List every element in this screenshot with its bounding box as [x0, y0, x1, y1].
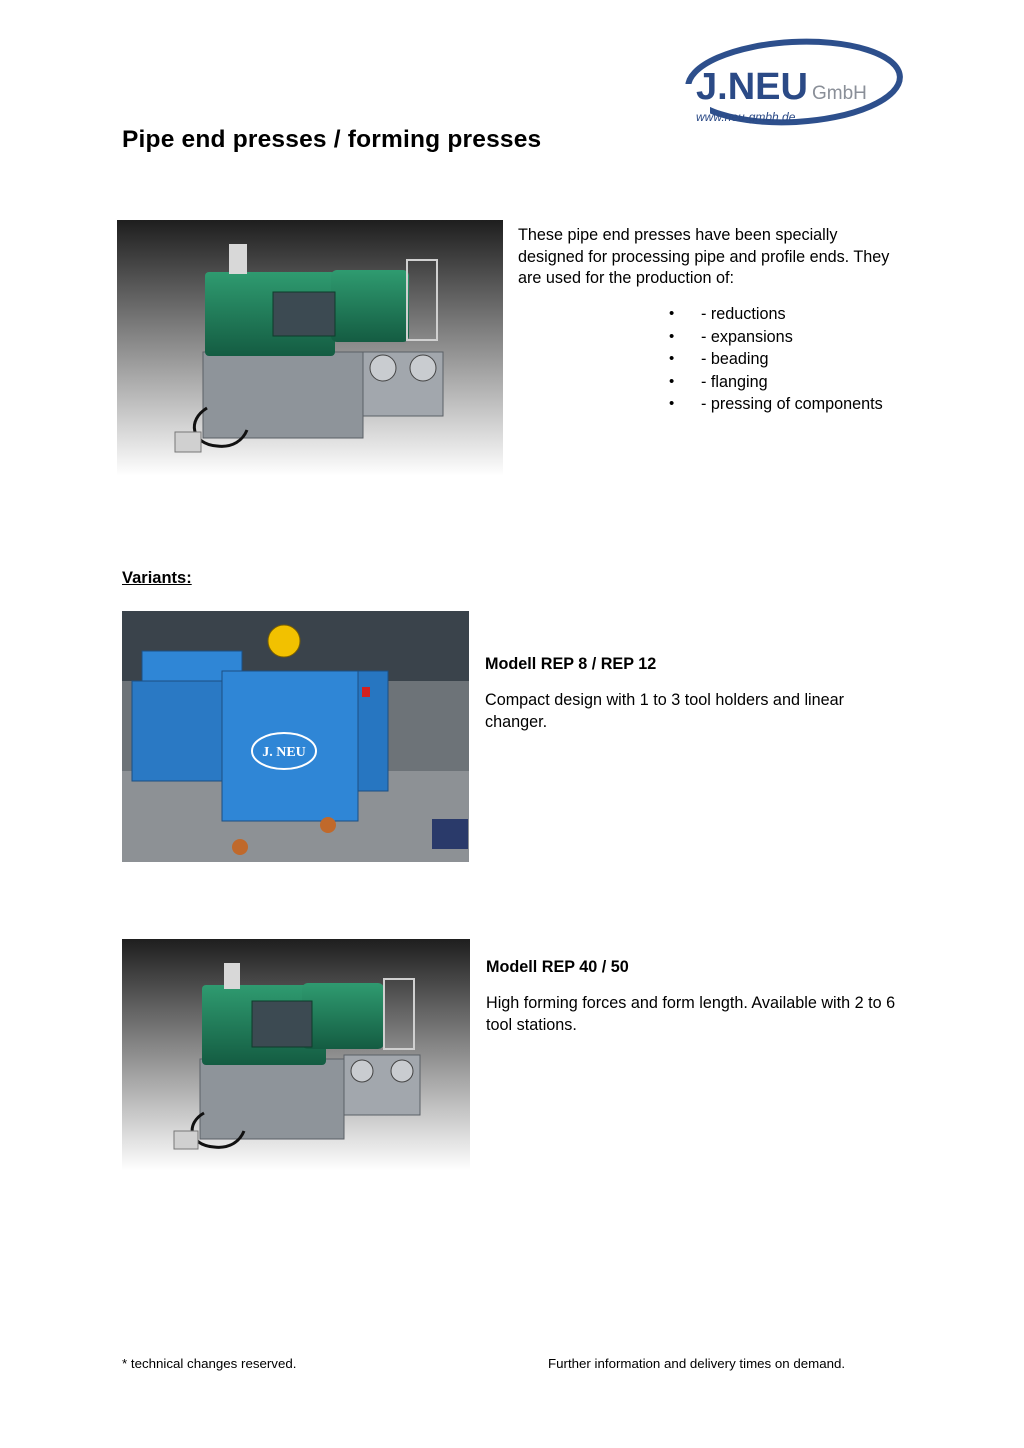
variants-heading: Variants: [122, 569, 192, 587]
machine-photo-rep40 [122, 939, 470, 1171]
intro-description: These pipe end presses have been specially designed for processing pipe and profile ends. They are used for the production of: [518, 226, 890, 287]
company-logo [684, 36, 904, 128]
logo-graphic [684, 36, 904, 128]
svg-text:www.neu-gmbh.de: www.neu-gmbh.de [696, 110, 796, 124]
page-title: Pipe end presses / forming presses [122, 126, 542, 153]
svg-text:J.NEU: J.NEU [696, 66, 808, 108]
list-item: • - beading [668, 348, 928, 371]
model-title-rep40: Modell REP 40 / 50 [486, 958, 629, 976]
intro-paragraph [518, 225, 898, 290]
model-description-rep40: High forming forces and form length. Available with 2 to 6 tool stations. [486, 994, 896, 1034]
list-item: • - expansions [668, 326, 928, 349]
list-item: • - pressing of components [668, 393, 928, 416]
footer-info: Further information and delivery times on demand. [548, 1356, 846, 1371]
machine-photo-rep8 [122, 611, 469, 862]
list-item: • - reductions [668, 303, 928, 326]
footer-disclaimer: * technical changes reserved. [122, 1356, 297, 1371]
list-item: • - flanging [668, 371, 928, 394]
svg-text:J. NEU: J. NEU [262, 745, 306, 760]
model-description-rep8: Compact design with 1 to 3 tool holders and linear changer. [485, 691, 845, 731]
svg-text:GmbH: GmbH [812, 83, 867, 104]
feature-list [668, 303, 928, 416]
model-title-rep8: Modell REP 8 / REP 12 [485, 655, 657, 673]
machine-photo-main [117, 220, 503, 476]
